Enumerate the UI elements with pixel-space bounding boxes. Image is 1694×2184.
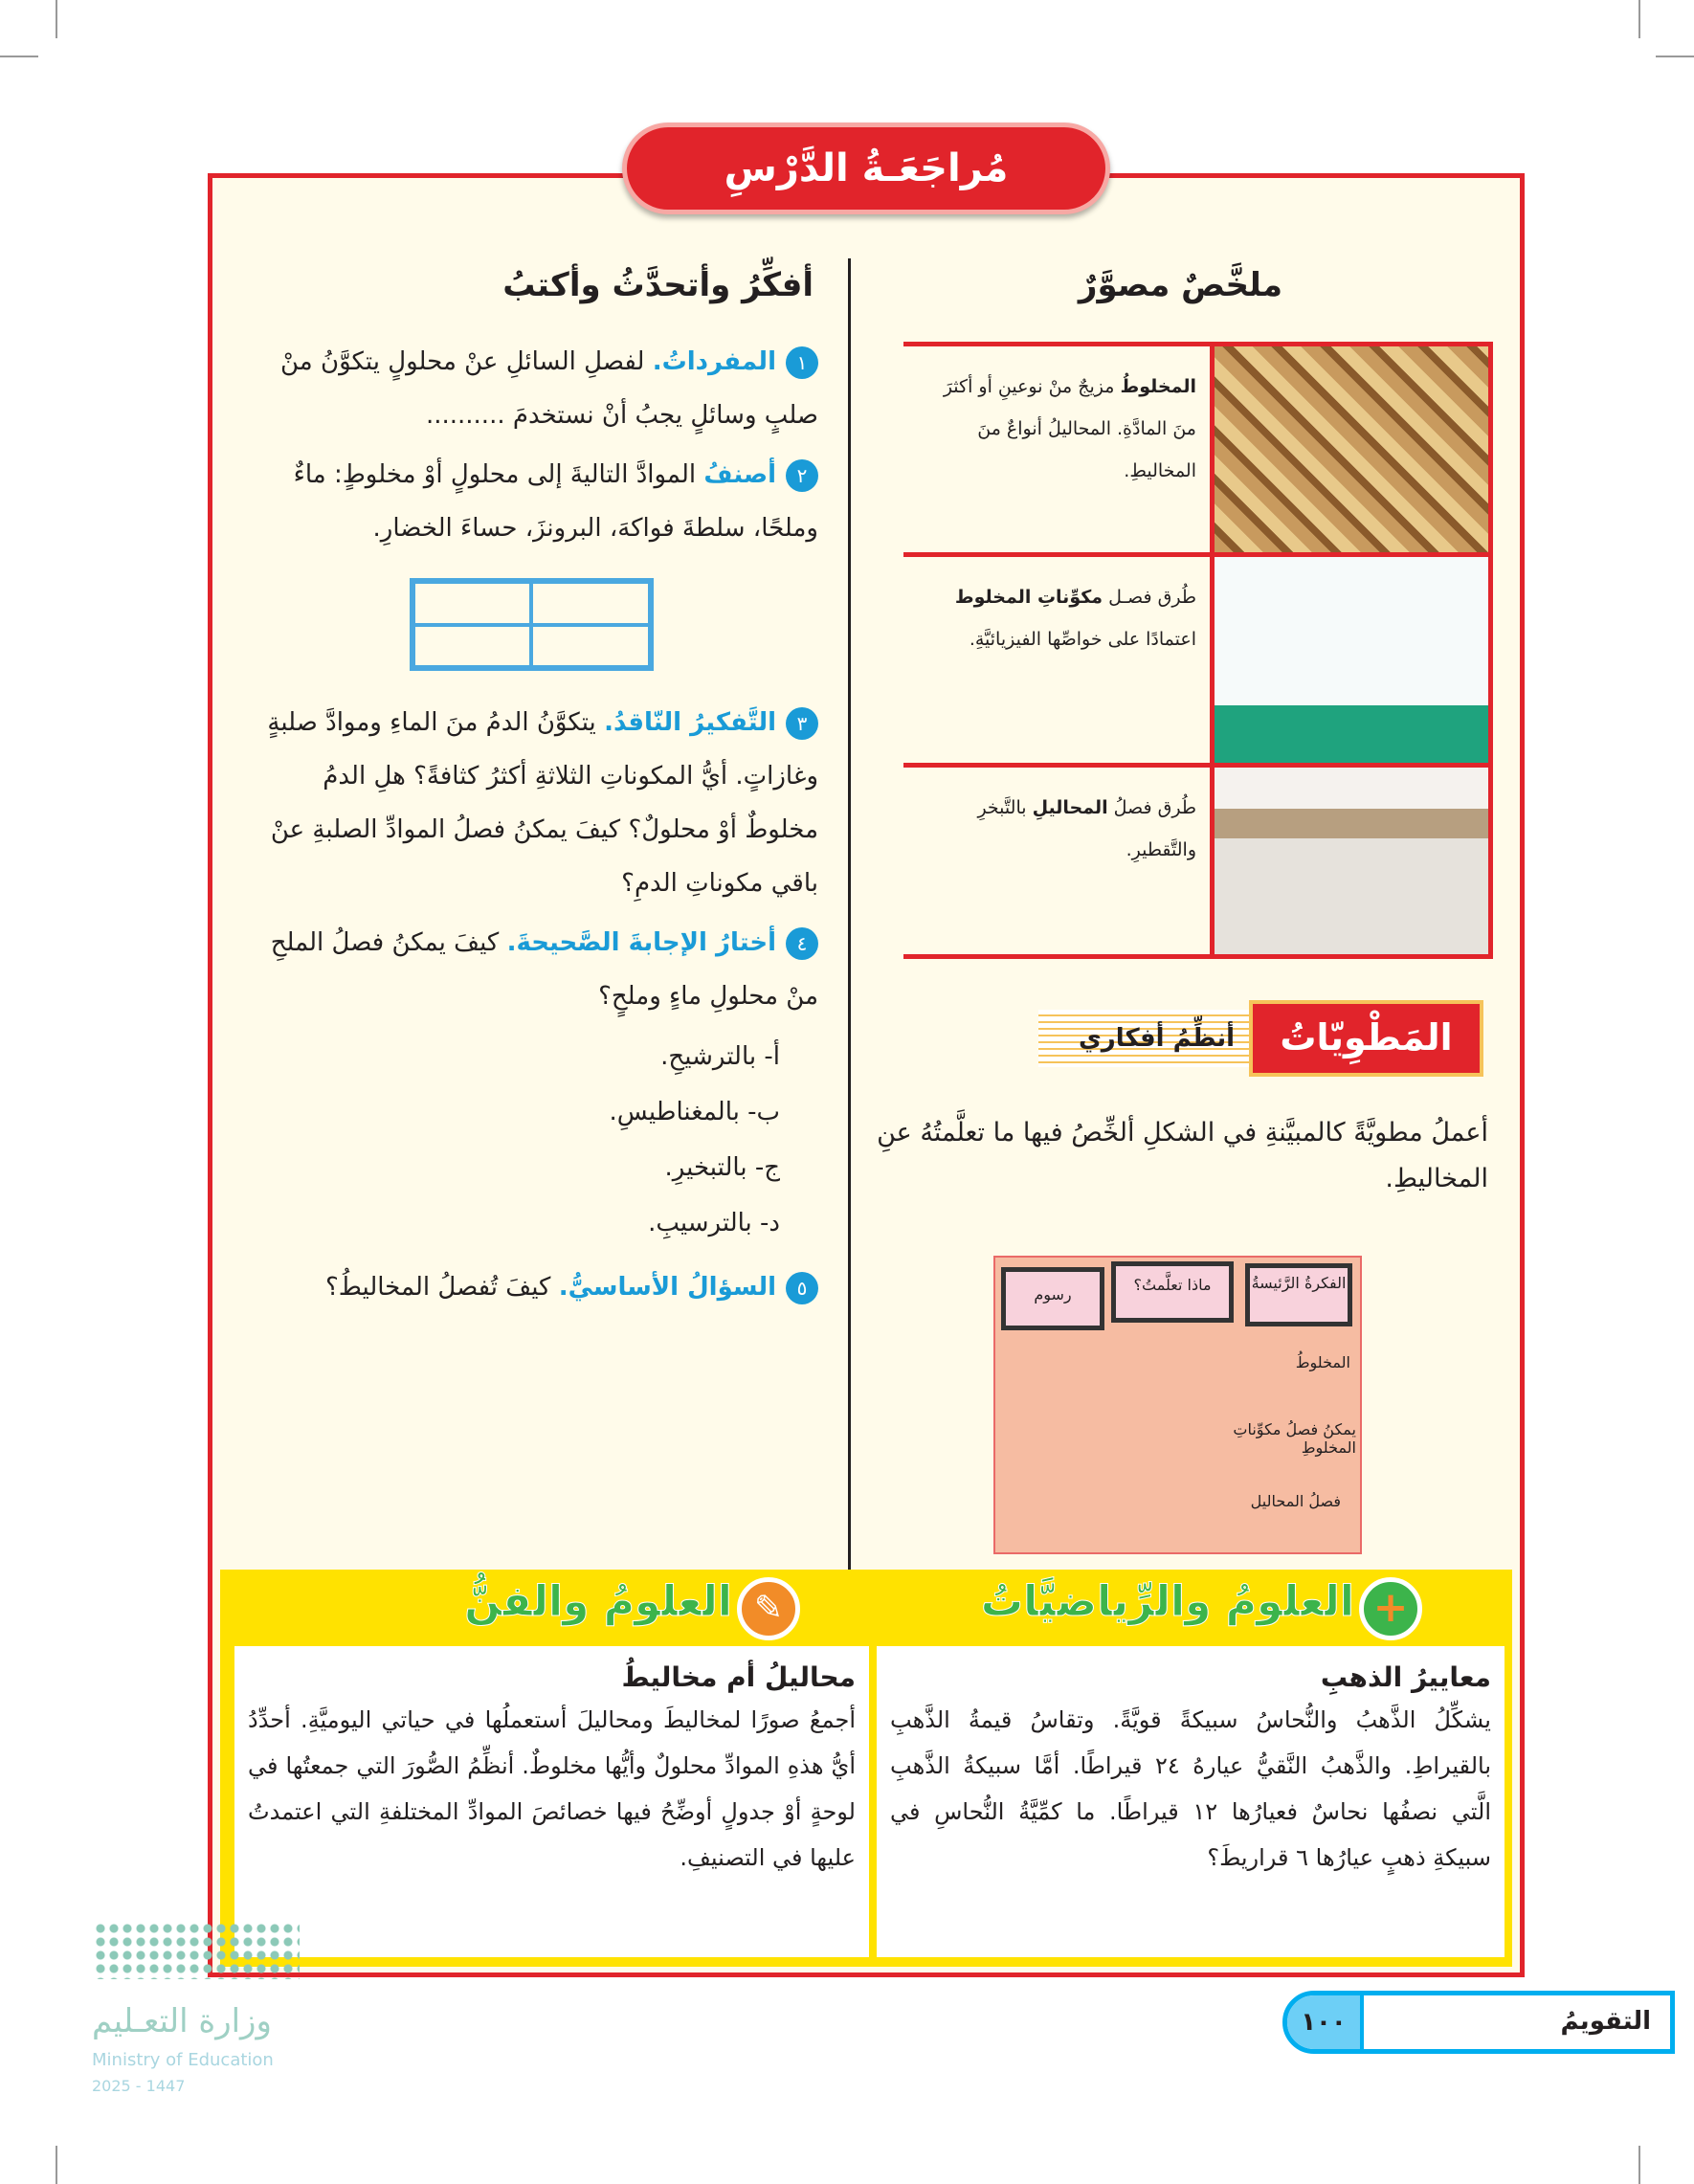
art-header: العلومُ والفنُّ bbox=[464, 1577, 732, 1626]
foldables-instructions: أعملُ مطويَّةً كالمبيَّنةِ في الشكلِ ألخِّصُ فيها ما تعلَّمتُهُ عنِ المخاليطِ. bbox=[877, 1118, 1488, 1193]
question-text: الموادَّ التاليةَ إلى محلولٍ أوْ مخلوطٍ: ماءٌ وملحًا، سلطةَ فواكهَ، البرونزَ، حساءَ الخضارِ. bbox=[293, 460, 818, 543]
number-badge: ٥ bbox=[786, 1272, 818, 1304]
question-title: المفرداتُ. bbox=[652, 347, 776, 376]
math-title: معاييرُ الذهبِ bbox=[1320, 1661, 1491, 1693]
questions-column bbox=[244, 335, 818, 1560]
question-1 bbox=[244, 335, 818, 442]
foldables-subtitle: أنظِّمُ أفكاري bbox=[1078, 1024, 1235, 1053]
question-text: يتكوَّنُ الدمُ منَ الماءِ وموادَّ صلبةٍ وغازاتٍ. أيُّ المكوناتِ الثلاثةِ أكثرُ كثافةً؟ هلِ الدمُ مخلوطٌ أوْ محلولٌ؟ كيفَ يمكنُ فصلُ الموادِّ الصلبةِ عنْ باقي مكوناتِ الدمِ؟ bbox=[267, 708, 818, 898]
section-label: التقويمُ bbox=[1560, 2007, 1651, 2036]
term: المحاليلِ bbox=[1032, 797, 1108, 818]
boy-separating-image bbox=[1210, 557, 1493, 763]
summary-text: مزيجٌ منْ نوعينِ أو أكثرَ منَ المادَّةِ. المحاليلُ أنواعٌ منَ المخاليطِ. bbox=[943, 376, 1196, 481]
question-title: أختارُ الإجابةَ الصَّحيحةَ. bbox=[506, 928, 776, 957]
summary-row bbox=[903, 768, 1493, 959]
summary-table bbox=[903, 342, 1493, 959]
foldable-tab: رسوم bbox=[1001, 1267, 1104, 1330]
summary-row bbox=[903, 346, 1493, 557]
question-title: أصنفُ bbox=[703, 460, 776, 489]
question-4 bbox=[244, 916, 818, 1023]
math-text: يشكِّلُ الذَّهبُ والنُّحاسُ سبيكةً قويَّةً. وتقاسُ قيمةُ الذَّهبِ بالقيراطِ. والذَّهبُ النَّقيُّ عيارهُ ٢٤ قيراطًا. أمَّا سبيكةُ الذَّهبِ الَّتي نصفُها نحاسٌ فعيارُها ١٢ قيراطًا. ما كمِّيَّةُ النُّحاسِ في سبيكةِ ذهبٍ عيارُها ٦ قراريطَ؟ bbox=[890, 1706, 1491, 1871]
number-badge: ١ bbox=[786, 346, 818, 379]
choice-a[interactable]: أ- بالترشيحِ. bbox=[660, 1042, 780, 1071]
summary-cell bbox=[903, 557, 1210, 763]
summary-cell bbox=[903, 346, 1210, 552]
foldable-tab: ماذا تعلَّمتُ؟ bbox=[1111, 1261, 1234, 1323]
answer-choices bbox=[244, 1029, 818, 1251]
foldable-row-label: يمكنُ فصلُ مكوِّناتِ المخلوطِ bbox=[1233, 1420, 1356, 1457]
math-header: العلومُ والرِّياضيَّاتُ bbox=[980, 1577, 1354, 1626]
number-badge: ٤ bbox=[786, 927, 818, 960]
term: مكوِّناتِ المخلوط bbox=[954, 587, 1103, 608]
art-text: أجمعُ صورًا لمخاليطَ ومحاليلَ أستعملُها في حياتي اليوميَّةِ. أحدِّدُ أيُّ هذهِ الموادِّ محلولٌ وأيُّها مخلوطٌ. أنظِّمُ الصُّورَ التي جمعتُها في لوحةٍ أوْ جدولٍ أوضِّحُ فيها خصائصَ الموادِّ المختلفةِ التي اعتمدتُ عليها في التصنيفِ. bbox=[248, 1706, 856, 1871]
foldables-badge: المَطْوِيّاتُ bbox=[1249, 1000, 1483, 1077]
choice-c[interactable]: ج- بالتبخيرِ. bbox=[664, 1153, 780, 1182]
table-cell[interactable] bbox=[531, 625, 650, 668]
question-text: كيفَ تُفصلُ المخاليطُ؟ bbox=[325, 1273, 559, 1302]
crop-mark bbox=[1638, 2146, 1640, 2184]
question-5 bbox=[244, 1260, 818, 1314]
summary-row bbox=[903, 557, 1493, 768]
table-cell[interactable] bbox=[531, 582, 650, 625]
summary-text: بالتَّبخرِ والتَّقطيرِ. bbox=[977, 797, 1196, 860]
column-divider bbox=[848, 258, 851, 1570]
table-cell[interactable] bbox=[413, 582, 532, 625]
crop-mark bbox=[0, 56, 38, 57]
foldable-illustration bbox=[993, 1256, 1362, 1554]
question-title: السؤالُ الأساسيُّ. bbox=[558, 1273, 776, 1302]
question-text: لفصلِ السائلِ عنْ محلولٍ يتكوَّنُ منْ صلبٍ وسائلٍ يجبُ أنْ نستخدمَ .......... bbox=[280, 347, 818, 430]
art-brush-icon: ✎ bbox=[737, 1577, 800, 1640]
ministry-name-en: Ministry of Education bbox=[92, 2050, 274, 2070]
summary-cell bbox=[903, 768, 1210, 954]
choice-b[interactable]: ب- بالمغناطيسِ. bbox=[609, 1098, 780, 1126]
lesson-review-title: مُراجَعَـةُ الدَّرْسِ bbox=[622, 123, 1110, 214]
term: المخلوطُ bbox=[1120, 376, 1196, 397]
math-plus-icon: + bbox=[1359, 1577, 1422, 1640]
table-cell[interactable] bbox=[413, 625, 532, 668]
ministry-logo-dots bbox=[94, 1922, 300, 1979]
crop-mark bbox=[1656, 56, 1694, 57]
page-number: ١٠٠ bbox=[1287, 1995, 1364, 2049]
edition-year: 2025 - 1447 bbox=[92, 2077, 186, 2095]
summary-heading: ملخَّصٌ مصوَّرٌ bbox=[1078, 266, 1282, 304]
summary-text: طُرق فصـل bbox=[1103, 587, 1196, 608]
choice-d[interactable]: د- بالترسيبِ. bbox=[648, 1209, 780, 1237]
question-2 bbox=[244, 448, 818, 555]
cross-curricular-panel bbox=[220, 1570, 1512, 1967]
art-box bbox=[234, 1646, 869, 1957]
foldable-row-label: فصلُ المحاليل bbox=[1250, 1492, 1341, 1510]
salt-evaporation-image bbox=[1210, 768, 1493, 954]
summary-text: اعتمادًا على خواصِّها الفيزيائيَّةِ. bbox=[969, 629, 1196, 650]
foldable-tab: الفكرةُ الرَّئيسةُ bbox=[1245, 1263, 1352, 1326]
question-title: التَّفكيرُ النّاقدُ. bbox=[604, 708, 776, 737]
number-badge: ٢ bbox=[786, 459, 818, 492]
math-box bbox=[877, 1646, 1505, 1957]
think-heading: أفكِّرُ وأتحدَّثُ وأكتبُ bbox=[502, 266, 814, 304]
ministry-name-ar: وزارة التعـليم bbox=[92, 2002, 272, 2040]
crop-mark bbox=[56, 0, 57, 38]
art-title: محاليلُ أم مخاليطُ bbox=[621, 1661, 856, 1693]
question-text: كيفَ يمكنُ فصلُ الملحِ منْ محلولِ ماءٍ وملحٍ؟ bbox=[270, 928, 818, 1011]
mixed-nuts-image bbox=[1210, 346, 1493, 552]
number-badge: ٣ bbox=[786, 707, 818, 740]
crop-mark bbox=[1638, 0, 1640, 38]
foldable-row-label: المخلوطُ bbox=[1295, 1353, 1350, 1371]
summary-text: طُرق فصلُ bbox=[1107, 797, 1196, 818]
page-tab bbox=[1282, 1991, 1675, 2054]
classification-table bbox=[410, 578, 654, 671]
crop-mark bbox=[56, 2146, 57, 2184]
question-3 bbox=[244, 696, 818, 910]
